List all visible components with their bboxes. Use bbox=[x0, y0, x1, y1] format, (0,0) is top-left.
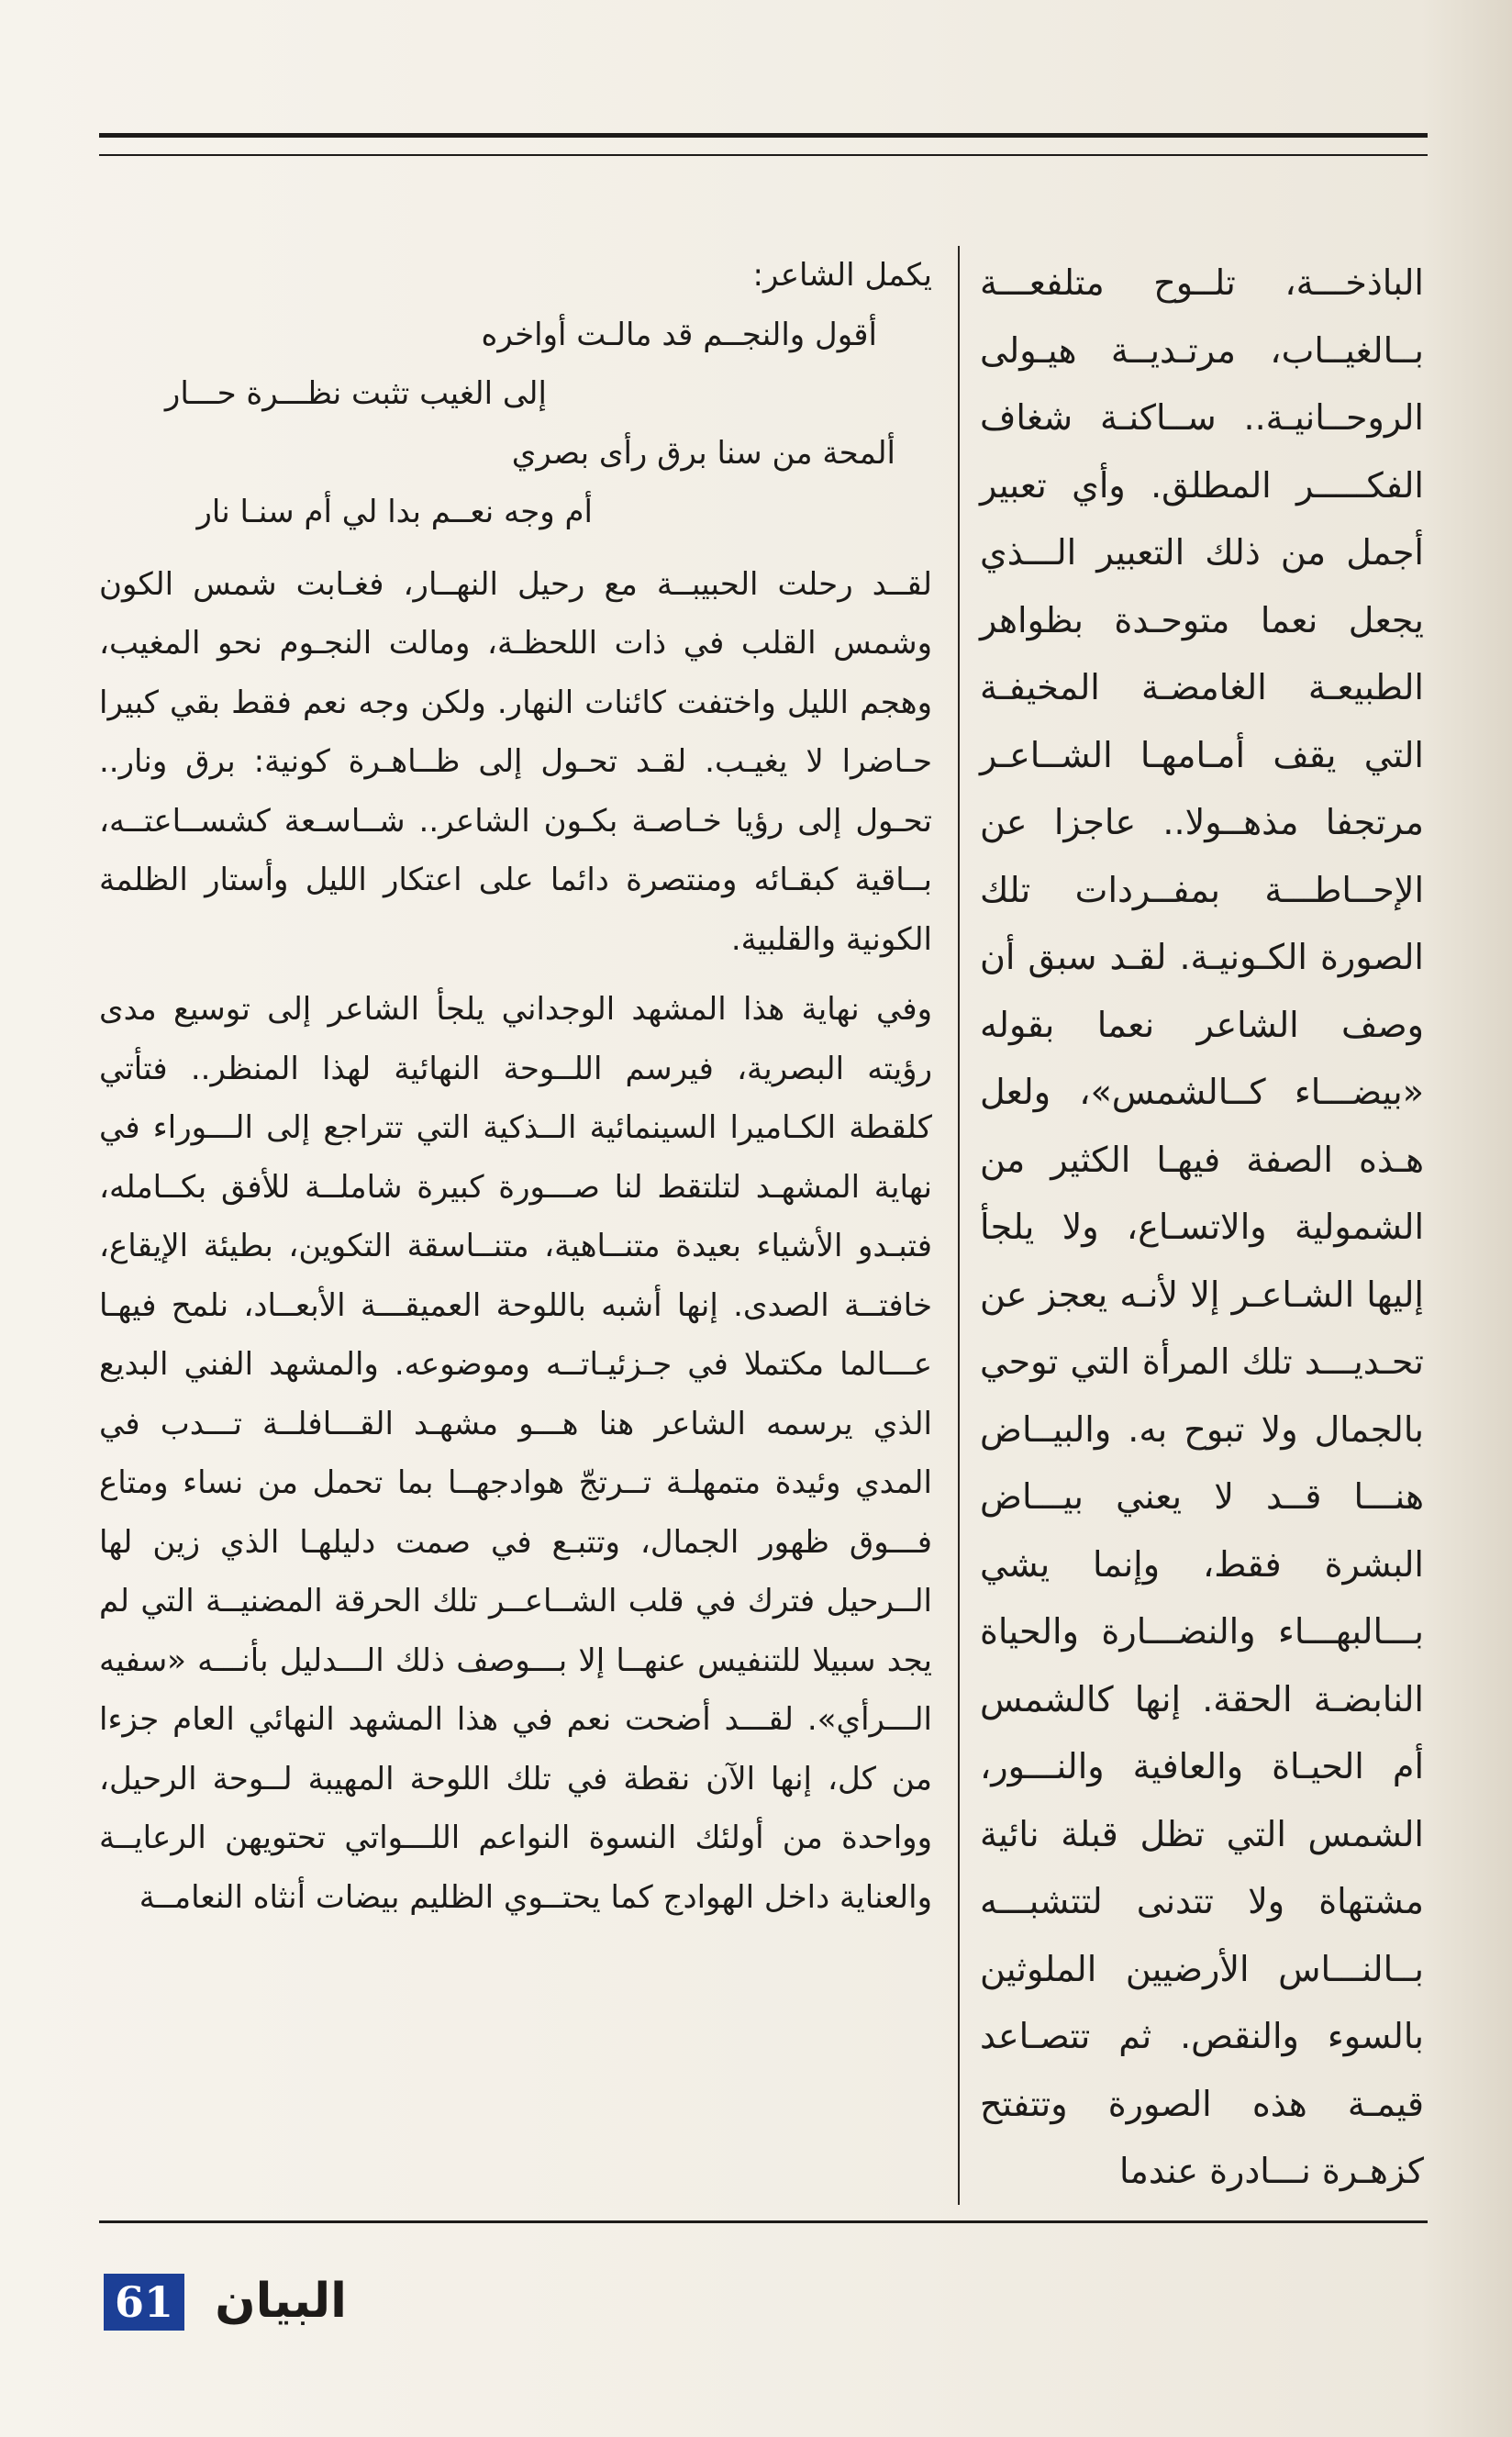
left-column bbox=[99, 246, 932, 1927]
paragraph-1: لقــد رحلت الحبيبــة مع رحيل النهــار، فغـابت شمس الكون وشمس القلب في ذات اللحظـة، ومالت النجـوم نحو المغيب، وهجم الليل واختفت كائنات النهار. ولكن وجه نعم فقط بقي كبيرا حـاضرا لا يغيـب. لقـد تحـول إلى ظــاهـرة كونية: برق ونار.. تحـول إلى رؤيا خـاصـة بكـون الشاعر.. شــاسـعة كشســاعتــه، بــاقية كبقـائه ومنتصرة دائما على اعتكار الليل وأستار الظلمة الكونية والقلبية. bbox=[99, 565, 932, 958]
top-rule-thick bbox=[99, 133, 1428, 138]
bottom-rule bbox=[99, 2220, 1428, 2223]
top-rule-thin bbox=[99, 154, 1428, 156]
poem-verse-3: ألمحة من سنا برق رأى بصري bbox=[511, 434, 895, 472]
poem-verse-2: إلى الغيب تثبت نظـــرة حـــار bbox=[164, 375, 547, 412]
right-column bbox=[980, 250, 1424, 2206]
right-column-text: الباذخـــة، تلــوح متلفعـــة بــالغيــاب، مرتـديــة هيـولى الروحــانيـة.. ســاكنـة شغاف الفكـــــر المطلق. وأي تعبير أجمل من ذلك التعبير الـــذي يجعل نعما متوحـدة بظواهر الطبيعـة الغامضـة المخيفـة التي يقف أمـامهـا الشــاعـر مرتجفا مذهــولا.. عاجزا عن الإحــاطـــة بمفــردات تلك الصورة الكـونيـة. لقـد سبق أن وصف الشاعر نعما بقوله «بيضـــاء كــالشمس»، ولعل هـذه الصفة فيهـا الكثير من الشمولية والاتسـاع، ولا يلجأ إليها الشـاعـر إلا لأنـه يعجز عن تحـديـــد تلك المرأة التي توحي بالجمال ولا تبوح به. والبيــاض هنـــا قــد لا يعني بيـــاض البشرة فقط، وإنما يشي بـــالبهـــاء والنضـــارة والحياة النابضـة الحقة. إنها كالشمس أم الحيـاة والعافية والنـــور، الشمس التي تظل قبلة نائية مشتهاة ولا تتدنى لتتشبـــه بــالنـــاس الأرضيين الملوثين بالسوء والنقص. ثم تتصـاعد قيمـة هذه الصورة وتتفتح كزهـرة نـــادرة عندما bbox=[980, 262, 1424, 2191]
magazine-name: البيان bbox=[215, 2274, 347, 2329]
column-divider bbox=[958, 246, 960, 2205]
poem-verse-4: أم وجه نعــم بدا لي أم سنـا نار bbox=[196, 494, 593, 530]
poem-verse-1: أقول والنجــم قد مالـت أواخره bbox=[481, 316, 877, 353]
poem-intro: يكمل الشاعر: bbox=[752, 257, 932, 294]
paragraph-2: وفي نهاية هذا المشهد الوجداني يلجأ الشاعر إلى توسيع مدى رؤيته البصرية، فيرسم اللــوحة النهائية لهذا المنظر.. فتأتي كلقطة الكـاميرا السينمائية الــذكية التي تتراجع إلى الـــوراء في نهاية المشهـد لتلتقط لنا صـــورة كبيرة شاملــة للأفق بكــامله، فتبـدو الأشياء بعيدة متنــاهية، متنــاسقة التكوين، بطيئة الإيقاع، خافتــة الصدى. إنها أشبه باللوحة العميقـــة الأبعــاد، نلمح فيهـا عـــالما مكتملا في جـزئيـاتــه وموضوعه. والمشهد الفني البديع الذي يرسمه الشاعر هنا هـــو مشهـد القـــافلــة تـــدب في المدي وئيدة متمهلـة تــرتجّ هوادجهــا بما تحمل من نساء ومتاع فـــوق ظهور الجمال، وتتبـع في صمت دليلهـا الذي زين لها الــرحيل فترك في قلب الشــاعــر تلك الحرقة المضنيــة التي لم يجد سبيلا للتنفيس عنهــا إلا بـــوصف ذلك الـــدليل بأنـــه «سفيه الـــرأي». لقـــد أضحت نعم في هذا المشهد النهائي العام جزءا من كل، إنها الآن نقطة في تلك اللوحة المهيبة لــوحة الرحيل، وواحدة من أولئك النسوة النواعم اللـــواتي تحتويهن الرعايــة والعناية داخل الهوادج كما يحتــوي الظليم بيضات أنثاه النعامــة bbox=[99, 991, 932, 1916]
page-number-badge: 61 bbox=[104, 2274, 184, 2331]
